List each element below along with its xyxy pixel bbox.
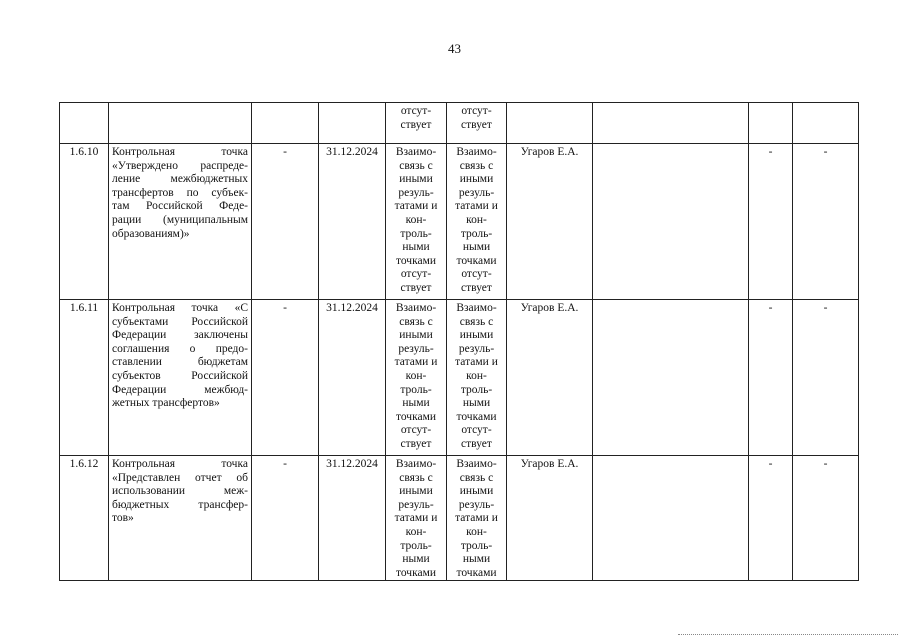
cell-link-next	[447, 300, 507, 456]
cell-line: ными	[462, 553, 491, 566]
cell-line: Взаимо-	[395, 302, 437, 314]
cell-line: ными	[462, 241, 491, 254]
cell-line: отсут-	[461, 424, 492, 437]
cell-line: троль-	[400, 227, 432, 240]
cell-line: ными	[402, 553, 430, 566]
cell-col10	[793, 103, 859, 144]
cell-name-line: Федерации межбюд-	[112, 383, 248, 396]
cell-name-line: Контрольная точка	[112, 458, 248, 470]
cell-start	[252, 103, 319, 144]
cell-line: резуль-	[398, 342, 434, 355]
cell-link-next	[447, 144, 507, 300]
cell-line: кон-	[405, 213, 427, 226]
cell-end	[319, 103, 386, 144]
cell-line: троль-	[460, 539, 493, 552]
cell-line: татами и	[455, 356, 498, 369]
cell-link-prev	[386, 456, 447, 581]
cell-line: ными	[402, 241, 430, 254]
cell-line: татами и	[394, 356, 438, 369]
cell-col9: -	[749, 456, 793, 581]
cell-num: 1.6.10	[60, 144, 109, 300]
cell-line: резуль-	[458, 186, 495, 199]
cell-link-prev: отсут- ствует	[386, 103, 447, 144]
cell-line: отсут-	[400, 268, 432, 281]
cell-line: кон-	[466, 525, 487, 538]
cell-name-line: субъектов Российской	[112, 369, 248, 382]
cell-name-line: ставлении бюджетам	[112, 356, 248, 369]
cell-line: татами и	[394, 512, 438, 525]
cell-line: точками	[456, 410, 497, 423]
cell-name-line: жетных трансфертов»	[112, 397, 220, 410]
cell-responsible: Угаров Е.А.	[507, 456, 593, 581]
cell-line: ствует	[400, 281, 432, 294]
cell-link-next: отсут- ствует	[447, 103, 507, 144]
cell-line: троль-	[460, 383, 493, 396]
cell-line: троль-	[400, 383, 432, 396]
cell-line: связь с	[459, 471, 494, 484]
cell-line: ными	[462, 397, 491, 410]
cell-end: 31.12.2024	[319, 144, 386, 300]
cell-end: 31.12.2024	[319, 456, 386, 581]
table-row	[60, 144, 859, 300]
cell-line: троль-	[400, 539, 432, 552]
cell-name-line: бюджетных трансфер-	[112, 498, 248, 511]
cell-line: иными	[459, 485, 494, 498]
control-points-table	[59, 102, 859, 581]
cell-start: -	[252, 300, 319, 456]
cell-name-line: образованиям)»	[112, 227, 190, 240]
cell-name-line: «Представлен отчет об	[112, 471, 248, 484]
cell-col9	[749, 103, 793, 144]
cell-col10: -	[793, 456, 859, 581]
cell-start: -	[252, 144, 319, 300]
cell-line: ными	[402, 397, 430, 410]
cell-line: кон-	[405, 369, 427, 382]
cell-line: иными	[399, 329, 433, 342]
cell-line: точками	[395, 254, 437, 267]
cell-name-line: соглашения о предо-	[112, 342, 248, 355]
cell-line: резуль-	[398, 186, 434, 199]
cell-line: точками	[395, 410, 437, 423]
cell-line: связь с	[399, 315, 433, 328]
cell-line: иными	[399, 485, 433, 498]
cell-link-next	[447, 456, 507, 581]
cell-line: ствует	[400, 437, 432, 450]
page-number: 43	[448, 41, 461, 56]
cell-line: точками	[395, 566, 437, 579]
cell-line: Взаимо-	[456, 302, 497, 314]
cell-line: отсут-	[400, 424, 432, 437]
cell-responsible	[507, 103, 593, 144]
cell-name	[109, 144, 252, 300]
cell-start: -	[252, 456, 319, 581]
cell-name-line: там Российской Феде-	[112, 200, 248, 213]
cell-col9: -	[749, 300, 793, 456]
cell-name-line: Федерации заключены	[112, 329, 248, 342]
cell-doc	[593, 103, 749, 144]
cell-doc	[593, 300, 749, 456]
cell-name	[109, 103, 252, 144]
cell-line: Взаимо-	[456, 458, 497, 470]
cell-col9: -	[749, 144, 793, 300]
cell-name	[109, 456, 252, 581]
cell-line: иными	[459, 173, 494, 186]
cell-name-line: трансфертов по субъек-	[112, 186, 248, 199]
cell-line: резуль-	[398, 498, 434, 511]
cell-line: кон-	[405, 525, 427, 538]
cell-doc	[593, 144, 749, 300]
cell-line: иными	[459, 329, 494, 342]
cell-line: Взаимо-	[456, 146, 497, 158]
table-row	[60, 300, 859, 456]
cell-line: иными	[399, 173, 433, 186]
cell-line: связь с	[459, 315, 494, 328]
cell-link-prev	[386, 300, 447, 456]
cell-line: кон-	[466, 213, 487, 226]
cell-name-line: тов»	[112, 512, 134, 525]
cell-doc	[593, 456, 749, 581]
cell-line: связь с	[399, 159, 433, 172]
cell-name-line: субъектами Российской	[112, 315, 248, 328]
cell-line: троль-	[460, 227, 493, 240]
cell-line: татами и	[394, 200, 438, 213]
cell-end: 31.12.2024	[319, 300, 386, 456]
cell-line: точками	[456, 566, 497, 579]
cell-line: связь с	[399, 471, 433, 484]
cell-line: Взаимо-	[395, 458, 437, 470]
cell-num: 1.6.12	[60, 456, 109, 581]
cell-line: Взаимо-	[395, 146, 437, 158]
cell-line: связь с	[459, 159, 494, 172]
scan-edge-mark	[678, 634, 898, 636]
cell-num	[60, 103, 109, 144]
cell-name-line: Контрольная точка «С	[112, 302, 248, 314]
cell-line: ствует	[461, 437, 492, 450]
cell-num: 1.6.11	[60, 300, 109, 456]
cell-line: татами и	[455, 512, 498, 525]
cell-line: резуль-	[458, 342, 495, 355]
cell-name-line: Контрольная точка	[112, 146, 248, 158]
cell-responsible: Угаров Е.А.	[507, 144, 593, 300]
cell-responsible: Угаров Е.А.	[507, 300, 593, 456]
cell-line: татами и	[455, 200, 498, 213]
cell-name-line: ление межбюджетных	[112, 173, 248, 186]
cell-name-line: использовании меж-	[112, 485, 248, 498]
cell-name	[109, 300, 252, 456]
cell-name-line: «Утверждено распреде-	[112, 159, 248, 172]
table-row	[60, 456, 859, 581]
cell-line: кон-	[466, 369, 487, 382]
table-row-continuation	[60, 103, 859, 144]
cell-line: отсут-	[461, 268, 492, 281]
cell-col10: -	[793, 300, 859, 456]
cell-name-line: рации (муниципальным	[112, 213, 248, 226]
cell-line: ствует	[461, 281, 492, 294]
cell-link-prev	[386, 144, 447, 300]
cell-line: резуль-	[458, 498, 495, 511]
cell-line: точками	[456, 254, 497, 267]
cell-col10: -	[793, 144, 859, 300]
